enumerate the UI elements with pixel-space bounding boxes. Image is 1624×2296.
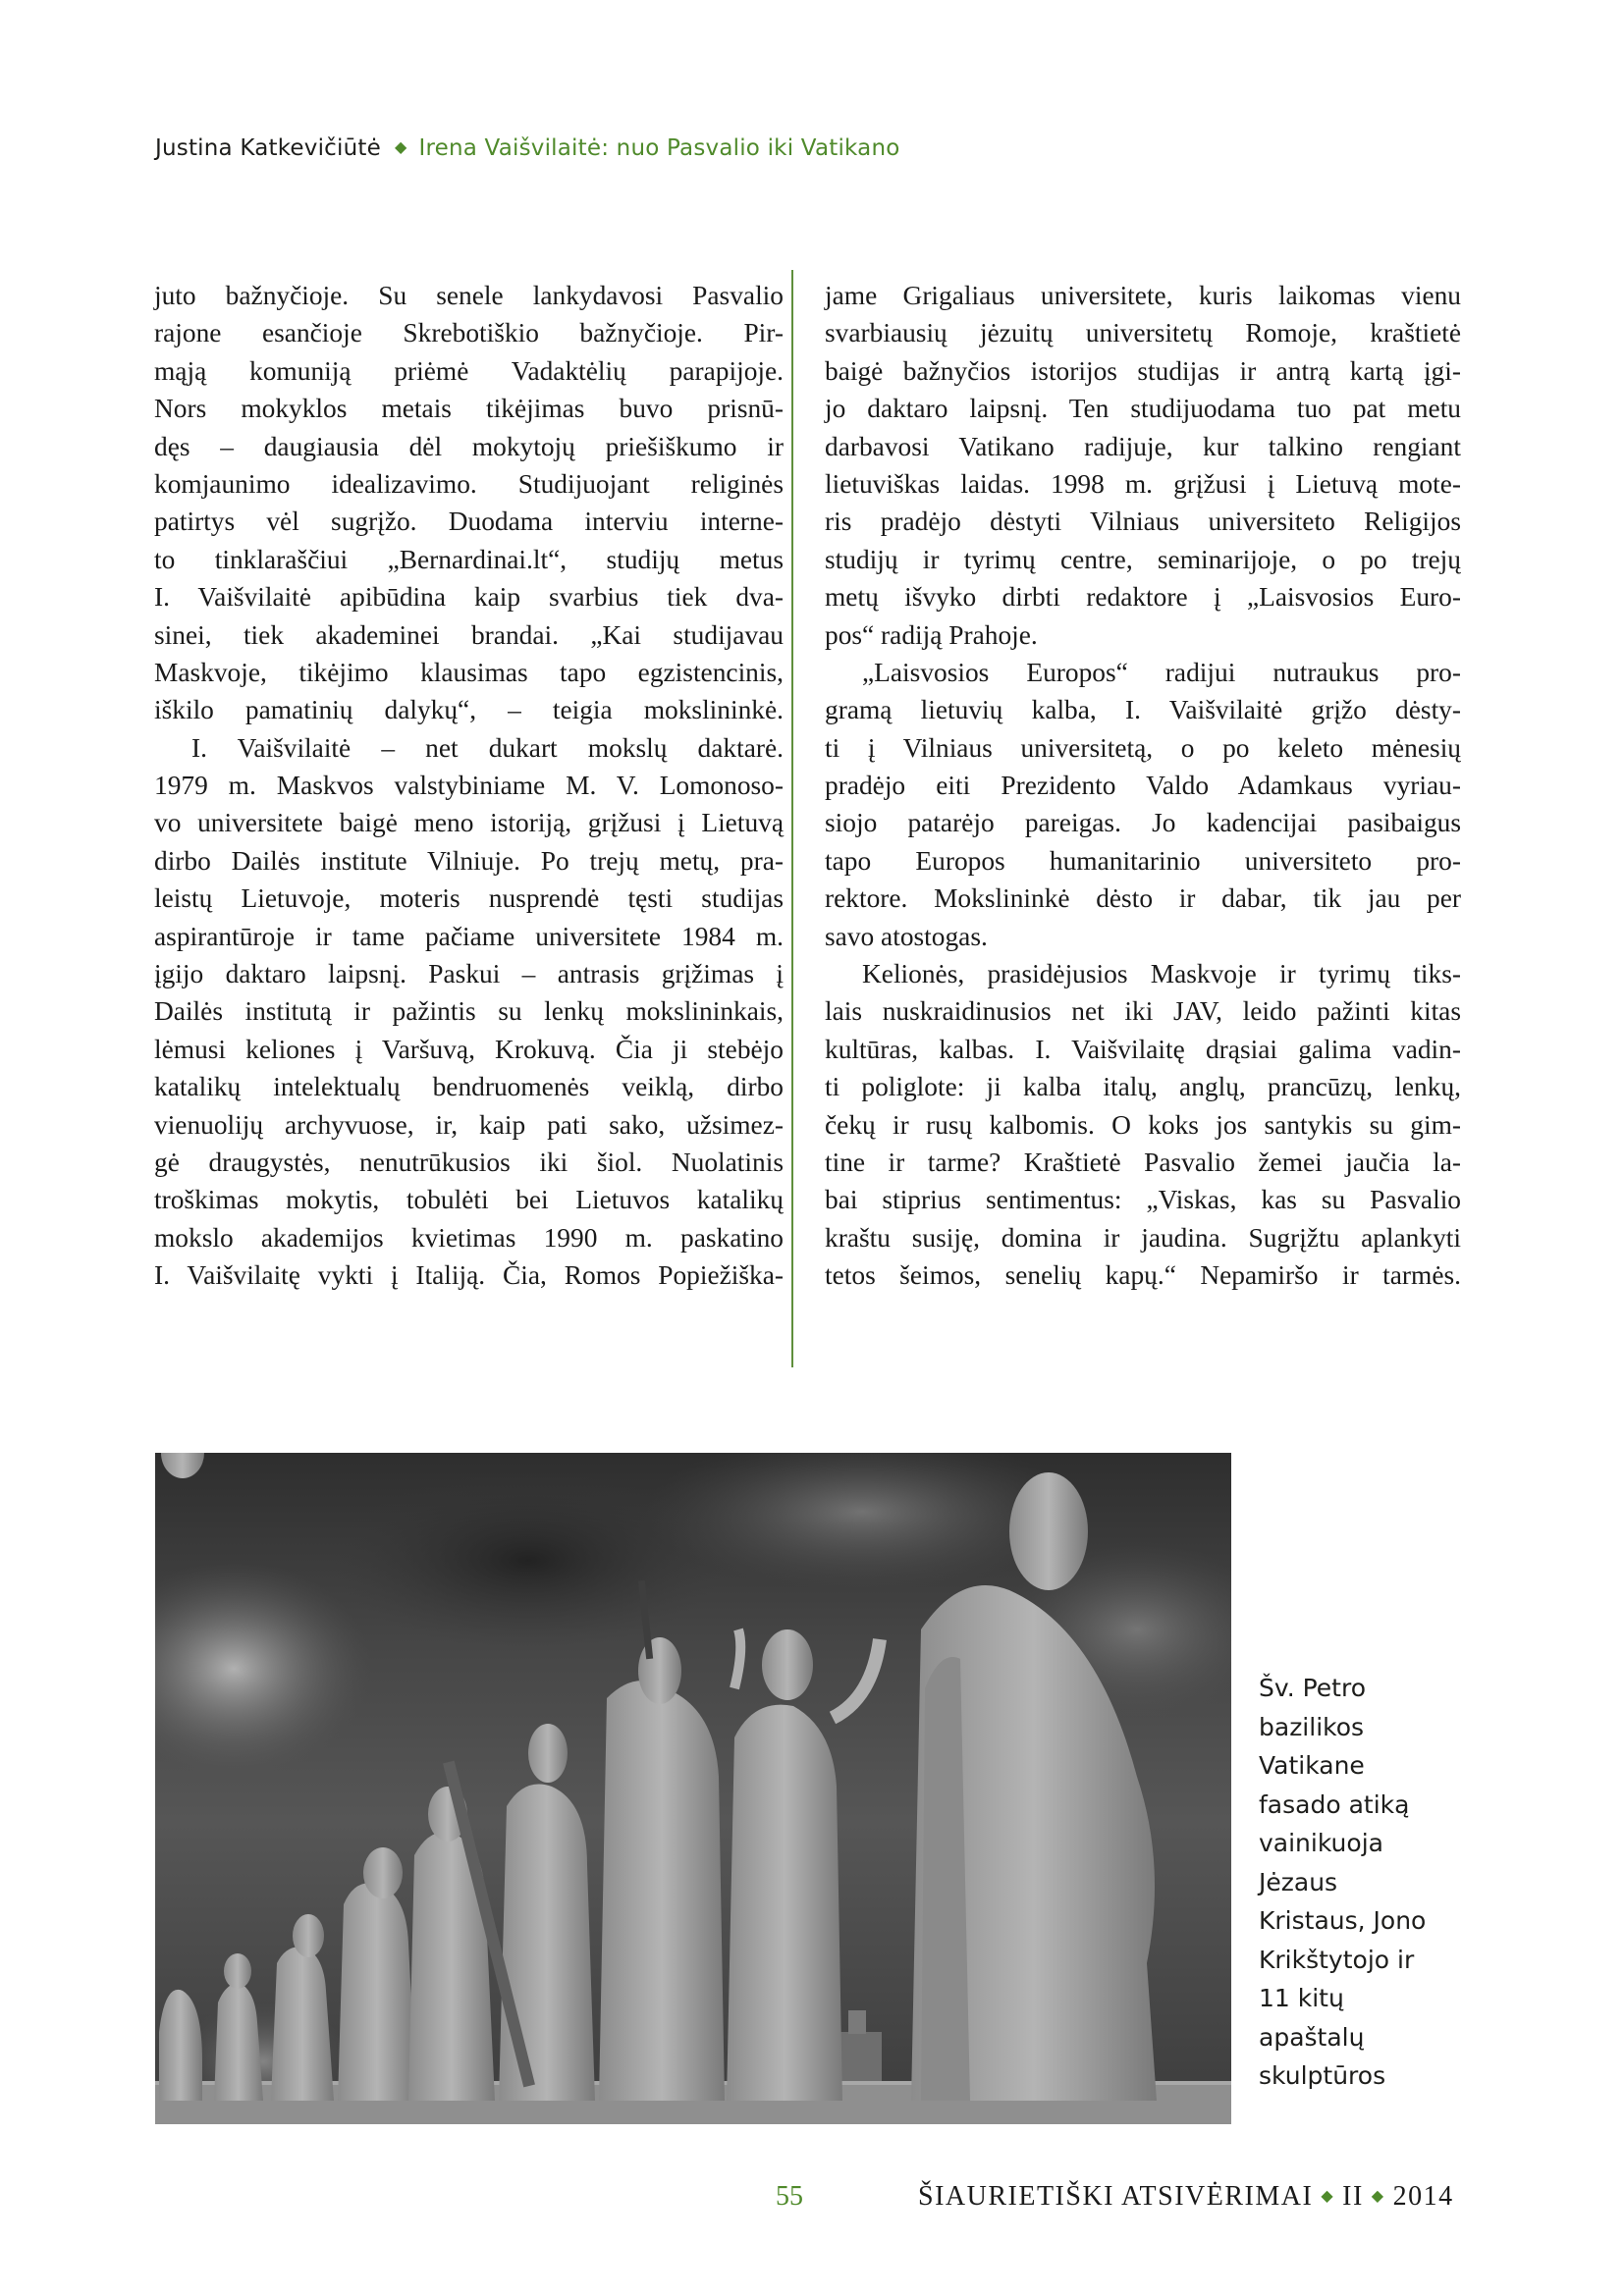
text-line: kraštu susiję, domina ir jaudina. Sugrįžtu aplankyti — [825, 1222, 1461, 1253]
author-name: Justina Katkevičiūtė — [155, 135, 381, 161]
text-line: Dailės institutą ir pažintis su lenkų mokslininkais, — [154, 996, 784, 1027]
caption-line: apaštalų — [1259, 2022, 1365, 2052]
text-line: 1979 m. Maskvos valstybiniame M. V. Lomonoso- — [154, 771, 784, 801]
text-line: dęs – daugiausia dėl mokytojų priešiškumo ir — [154, 431, 784, 461]
running-head — [155, 135, 900, 161]
paragraph-start-line: Kelionės, prasidėjusios Maskvoje ir tyrimų tiks- — [862, 959, 1461, 989]
journal-name: ŠIAURIETIŠKI ATSIVĖRIMAI — [918, 2181, 1314, 2212]
right-column — [825, 277, 1461, 1295]
text-line: rektore. Mokslininkė dėsto ir dabar, tik jau per — [825, 883, 1461, 914]
statue — [499, 1785, 595, 2102]
column-divider — [791, 270, 793, 1367]
text-line: čekų ir rusų kalbomis. O koks jos santykis su gim- — [825, 1109, 1461, 1140]
caption-line: Jėzaus — [1259, 1867, 1338, 1896]
statue — [159, 1990, 202, 2101]
text-line: patirtys vėl sugrįžo. Duodama interviu interne- — [154, 507, 784, 537]
statue — [599, 1681, 725, 2101]
text-line: gė draugystės, nenutrūkusios iki šiol. Nuolatinis — [154, 1147, 784, 1177]
text-line: leistų Lietuvoje, moteris nusprendė tęsti studijas — [154, 883, 784, 914]
text-line: iškilo pamatinių dalykų“, – teigia mokslininkė. — [154, 695, 784, 725]
text-line: komjaunimo idealizavimo. Studijuojant religinės — [154, 468, 784, 499]
text-line: lais nuskraidinusios net iki JAV, leido pažinti kitas — [825, 996, 1461, 1027]
statue — [214, 1983, 263, 2101]
caption-line: 11 kitų — [1259, 1984, 1344, 2012]
text-line: lietuviškas laidas. 1998 m. grįžusi į Lietuvą mote- — [825, 468, 1461, 499]
caption-line: Krikštytojo ir — [1259, 1945, 1415, 1974]
diamond-icon: ◆ — [1321, 2188, 1335, 2205]
text-line: pradėjo eiti Prezidento Valdo Adamkaus vyriau- — [825, 771, 1461, 801]
caption-line: Vatikane — [1259, 1751, 1365, 1780]
text-line: I. Vaišvilaitė apibūdina kaip svarbius tiek dva- — [154, 582, 784, 613]
text-line: mąją komuniją priėmė Vadaktėlių parapijoje. — [154, 355, 784, 386]
text-line: siojo patarėjo pareigas. Jo kadencijai pasibaigus — [825, 808, 1461, 838]
text-line: to tinklaraščiui „Bernardinai.lt“, studijų metus — [154, 544, 784, 574]
text-line: Nors mokyklos metais tikėjimas buvo prisnū- — [154, 394, 784, 424]
text-line: I. Vaišvilaitę vykti į Italiją. Čia, Romos Popiežiška- — [154, 1260, 784, 1291]
caption-line: fasado atiką — [1259, 1789, 1410, 1819]
caption-line: skulptūros — [1259, 2061, 1386, 2090]
text-line: ti į Vilniaus universitetą, o po keleto mėnesių — [825, 732, 1461, 763]
text-line: juto bažnyčioje. Su senele lankydavosi Pasvalio — [154, 281, 784, 310]
text-line: katalikų intelektualų bendruomenės veiklą, dirbo — [154, 1072, 784, 1102]
text-line: vo universitete baigė meno istoriją, grįžusi į Lietuvą — [154, 808, 784, 838]
journal-year: 2014 — [1392, 2181, 1454, 2212]
text-line: įgijo daktaro laipsnį. Paskui – antrasis grįžimas į — [154, 959, 784, 989]
text-line: svarbiausių jėzuitų universitetų Romoje, kraštietė — [825, 318, 1461, 348]
paragraph-end-line: savo atostogas. — [825, 921, 988, 951]
text-line: ris pradėjo dėstyti Vilniaus universiteto Religijos — [825, 507, 1461, 537]
cloud — [155, 1561, 371, 1777]
text-line: vienuolijų archyvuose, ir, kaip pati sako, užsimez- — [154, 1109, 784, 1140]
page-number: 55 — [776, 2181, 803, 2212]
journal-footer — [918, 2181, 1454, 2213]
caption-line: vainikuoja — [1259, 1829, 1383, 1857]
left-column — [154, 277, 784, 1295]
text-line: mokslo akademijos kvietimas 1990 m. paskatino — [154, 1222, 784, 1253]
text-line: sinei, tiek akademinei brandai. „Kai studijavau — [154, 619, 784, 650]
text-line: troškimas mokytis, tobulėti bei Lietuvos katalikų — [154, 1185, 784, 1215]
statues-photo — [155, 1453, 1231, 2124]
text-line: jame Grigaliaus universitete, kuris laikomas vienu — [825, 281, 1461, 310]
text-line: jo daktaro laipsnį. Ten studijuodama tuo pat metu — [825, 394, 1461, 424]
text-line: tetos šeimos, senelių kapų.“ Nepamiršo ir tarmės. — [825, 1260, 1461, 1291]
issue-number: II — [1342, 2181, 1364, 2212]
caption-line: Kristaus, Jono — [1259, 1906, 1427, 1935]
text-line: tapo Europos humanitarinio universiteto pro- — [825, 845, 1461, 876]
diamond-icon: ◆ — [394, 137, 407, 156]
paragraph-start-line: I. Vaišvilaitė – net dukart mokslų daktarė. — [191, 732, 784, 763]
text-line: dirbo Dailės institute Vilniuje. Po trejų metų, pra- — [154, 845, 784, 876]
text-line: aspirantūroje ir tame pačiame universitete 1984 m. — [154, 921, 784, 951]
diamond-icon: ◆ — [1371, 2188, 1385, 2205]
text-line: metų išvyko dirbti redaktore į „Laisvosios Euro- — [825, 582, 1461, 613]
text-line: studijų ir tyrimų centre, seminarijoje, o po trejų — [825, 544, 1461, 574]
text-line: tine ir tarme? Kraštietė Pasvalio žemei jaučia la- — [825, 1147, 1461, 1177]
text-line: kultūras, kalbas. I. Vaišvilaitę drąsiai galima vadin- — [825, 1034, 1461, 1064]
statue — [727, 1705, 842, 2101]
caption-line: bazilikos — [1259, 1712, 1365, 1741]
statue — [338, 1883, 416, 2101]
caption-line: Šv. Petro — [1259, 1674, 1367, 1702]
text-line: lėmusi keliones į Varšuvą, Krokuvą. Čia ji stebėjo — [154, 1034, 784, 1064]
statues-illustration — [155, 1453, 1231, 2124]
article-title: Irena Vaišvilaitė: nuo Pasvalio iki Vatikano — [418, 135, 900, 161]
photo-caption — [1259, 1669, 1455, 2096]
text-line: darbavosi Vatikano radijuje, kur talkino rengiant — [825, 431, 1461, 461]
text-line: gramą lietuvių kalba, I. Vaišvilaitė grįžo dėsty- — [825, 695, 1461, 725]
text-line: baigė bažnyčios istorijos studijas ir antrą kartą įgi- — [825, 355, 1461, 386]
statue — [271, 1947, 334, 2101]
paragraph-start-line: „Laisvosios Europos“ radijui nutraukus pro- — [862, 657, 1461, 687]
text-line: bai stiprius sentimentus: „Viskas, kas su Pasvalio — [825, 1185, 1461, 1215]
text-line: rajone esančioje Skrebotiškio bažnyčioje. Pir- — [154, 318, 784, 348]
paragraph-end-line: pos“ radiją Prahoje. — [825, 619, 1038, 650]
text-line: ti poliglote: ji kalba italų, anglų, prancūzų, lenkų, — [825, 1072, 1461, 1102]
text-line: Maskvoje, tikėjimo klausimas tapo egzistencinis, — [154, 657, 784, 687]
